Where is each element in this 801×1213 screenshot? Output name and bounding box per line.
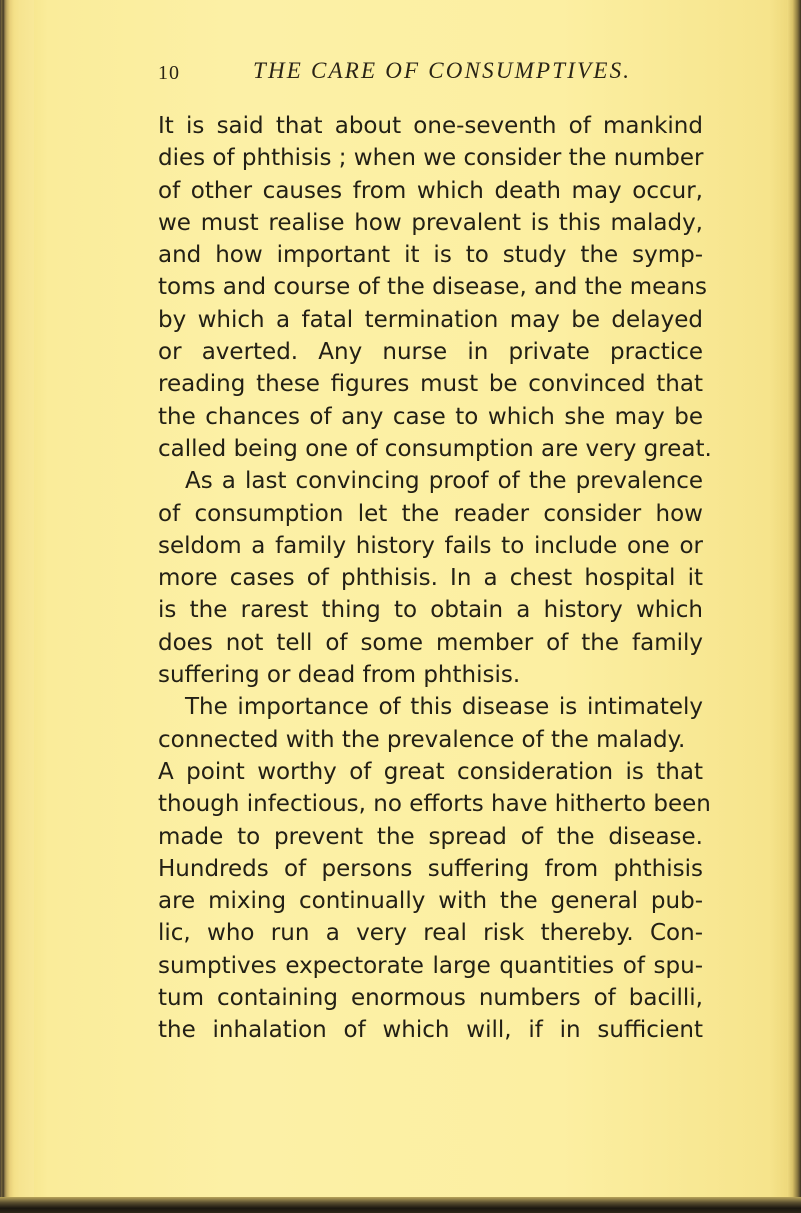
text-line: sumptives expectorate large quantities of spu- xyxy=(158,952,703,979)
body-text xyxy=(158,110,712,1047)
text-line: reading these figures must be convinced that xyxy=(158,371,703,398)
text-line: lic, who run a very real risk thereby. Con- xyxy=(158,920,703,947)
text-line: does not tell of some member of the family xyxy=(158,629,703,656)
text-line: A point worthy of great consideration is that xyxy=(158,758,703,785)
text-line: are mixing continually with the general pub- xyxy=(158,888,703,915)
page-header xyxy=(0,58,801,90)
text-line: The importance of this disease is intimately xyxy=(185,694,703,721)
page-number: 10 xyxy=(158,62,180,84)
text-line: tum containing enormous numbers of bacilli, xyxy=(158,985,703,1012)
page-edge-bottom xyxy=(0,1197,801,1213)
text-line: connected with the prevalence of the malady. xyxy=(158,726,686,753)
text-line: of consumption let the reader consider how xyxy=(158,500,703,527)
text-line: more cases of phthisis. In a chest hospital it xyxy=(158,565,703,592)
text-line: is the rarest thing to obtain a history which xyxy=(158,597,703,624)
text-line: by which a fatal termination may be delayed xyxy=(158,306,703,333)
text-line: and how important it is to study the symp- xyxy=(158,242,703,269)
text-line: the chances of any case to which she may be xyxy=(158,403,703,430)
text-line: seldom a family history fails to include one or xyxy=(158,532,703,559)
text-line: suffering or dead from phthisis. xyxy=(158,662,521,689)
text-line: As a last convincing proof of the prevalence xyxy=(185,468,703,495)
text-line: dies of phthisis ; when we consider the number xyxy=(158,145,704,172)
text-line: Hundreds of persons suffering from phthisis xyxy=(158,855,703,882)
text-line: It is said that about one-seventh of mankind xyxy=(158,113,703,139)
text-line: though infectious, no efforts have hitherto been xyxy=(158,791,711,818)
running-head: THE CARE OF CONSUMPTIVES. xyxy=(253,58,632,83)
text-line: of other causes from which death may occur, xyxy=(158,177,703,204)
page-edge-right xyxy=(787,0,801,1213)
text-line: called being one of consumption are very great. xyxy=(158,435,712,462)
text-line: or averted. Any nurse in private practice xyxy=(158,339,703,366)
text-line: we must realise how prevalent is this malady, xyxy=(158,209,703,236)
text-line: toms and course of the disease, and the means xyxy=(158,274,707,301)
text-line: made to prevent the spread of the disease. xyxy=(158,823,703,850)
book-gutter-left xyxy=(0,0,34,1213)
text-line: the inhalation of which will, if in sufficient xyxy=(158,1017,703,1044)
